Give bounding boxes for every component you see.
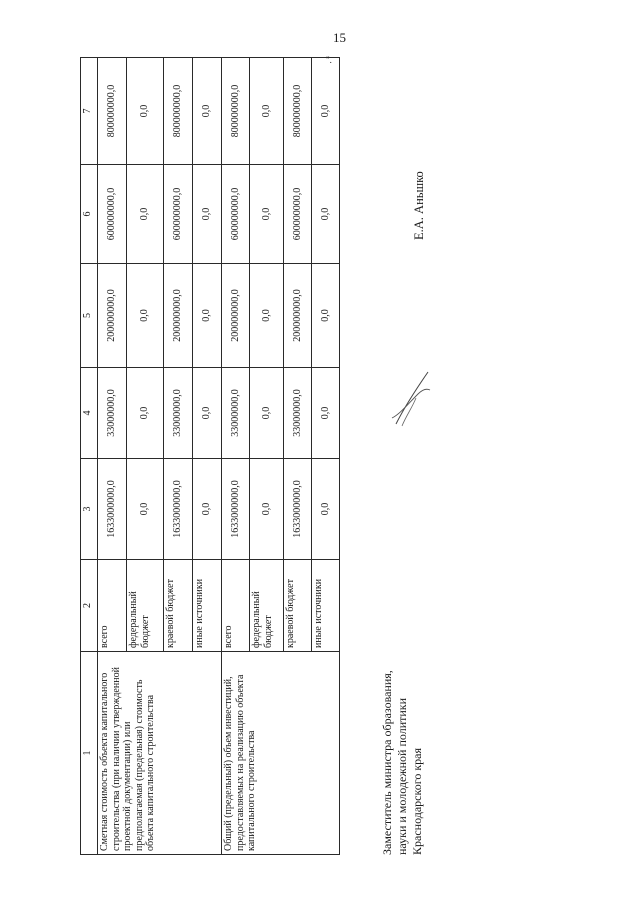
value-cell: 1633000000,0 [222, 459, 250, 560]
value-cell: 0,0 [250, 459, 284, 560]
value-cell: 0,0 [250, 165, 284, 264]
value-cell: 200000000,0 [284, 264, 312, 368]
source-label: краевой бюджет [284, 560, 312, 652]
group-title: Общий (предельный) объем инвестиций, предоставляемых на реализацию объекта капитального строительства [222, 652, 340, 855]
value-cell: 0,0 [312, 165, 340, 264]
value-cell: 200000000,0 [222, 264, 250, 368]
value-cell: 0,0 [312, 368, 340, 459]
value-cell: 1633000000,0 [164, 459, 193, 560]
value-cell: 33000000,0 [98, 368, 127, 459]
value-cell: 0,0 [193, 368, 222, 459]
group-title: Сметная стоимость объекта капитального строительства (при наличии утвержденной проектной документации) или предполагаемая (предельная) стоимость объекта капитального строительства [98, 652, 222, 855]
value-cell: 0,0 [312, 459, 340, 560]
value-cell: 33000000,0 [284, 368, 312, 459]
rotated-table-wrapper [80, 58, 331, 855]
header-cell: 2 [81, 560, 98, 652]
value-cell: 600000000,0 [164, 165, 193, 264]
header-cell: 4 [81, 368, 98, 459]
value-cell: 200000000,0 [98, 264, 127, 368]
position-line: Заместитель министра образования, [380, 670, 394, 855]
value-cell: 800000000,0 [164, 58, 193, 165]
page-number: 15 [333, 30, 346, 45]
value-cell: 0,0 [312, 264, 340, 368]
position-line: науки и молодежной политики [395, 697, 409, 855]
value-cell: 0,0 [127, 459, 164, 560]
value-cell: 0,0 [193, 264, 222, 368]
source-label: краевой бюджет [164, 560, 193, 652]
value-cell: 0,0 [127, 58, 164, 165]
header-cell: 1 [81, 652, 98, 855]
value-cell: 33000000,0 [222, 368, 250, 459]
header-cell: 5 [81, 264, 98, 368]
source-label: всего [222, 560, 250, 652]
header-cell: 7 [81, 58, 98, 165]
value-cell: 0,0 [127, 165, 164, 264]
table-row [222, 58, 250, 855]
value-cell: 800000000,0 [98, 58, 127, 165]
value-cell: 0,0 [193, 58, 222, 165]
value-cell: 600000000,0 [222, 165, 250, 264]
signatory-name: Е.А. Аньшко [412, 171, 426, 240]
source-label: федеральный бюджет [127, 560, 164, 652]
table-row [98, 58, 127, 855]
investment-table [80, 57, 340, 855]
value-cell: 0,0 [312, 58, 340, 165]
header-cell: 3 [81, 459, 98, 560]
handwritten-signature [388, 368, 434, 428]
value-cell: 0,0 [250, 264, 284, 368]
value-cell: 200000000,0 [164, 264, 193, 368]
source-label: всего [98, 560, 127, 652]
value-cell: 600000000,0 [284, 165, 312, 264]
value-cell: 1633000000,0 [284, 459, 312, 560]
source-label: иные источники [312, 560, 340, 652]
value-cell: 800000000,0 [222, 58, 250, 165]
closing-quote: ". [326, 55, 332, 65]
position-line: Краснодарского края [410, 747, 424, 855]
value-cell: 600000000,0 [98, 165, 127, 264]
source-label: иные источники [193, 560, 222, 652]
signatory-position [380, 535, 440, 855]
source-label: федеральный бюджет [250, 560, 284, 652]
value-cell: 0,0 [250, 368, 284, 459]
value-cell: 800000000,0 [284, 58, 312, 165]
value-cell: 0,0 [127, 368, 164, 459]
table-header-row [81, 58, 98, 855]
header-cell: 6 [81, 165, 98, 264]
value-cell: 0,0 [193, 165, 222, 264]
value-cell: 1633000000,0 [98, 459, 127, 560]
value-cell: 0,0 [193, 459, 222, 560]
value-cell: 33000000,0 [164, 368, 193, 459]
value-cell: 0,0 [127, 264, 164, 368]
value-cell: 0,0 [250, 58, 284, 165]
